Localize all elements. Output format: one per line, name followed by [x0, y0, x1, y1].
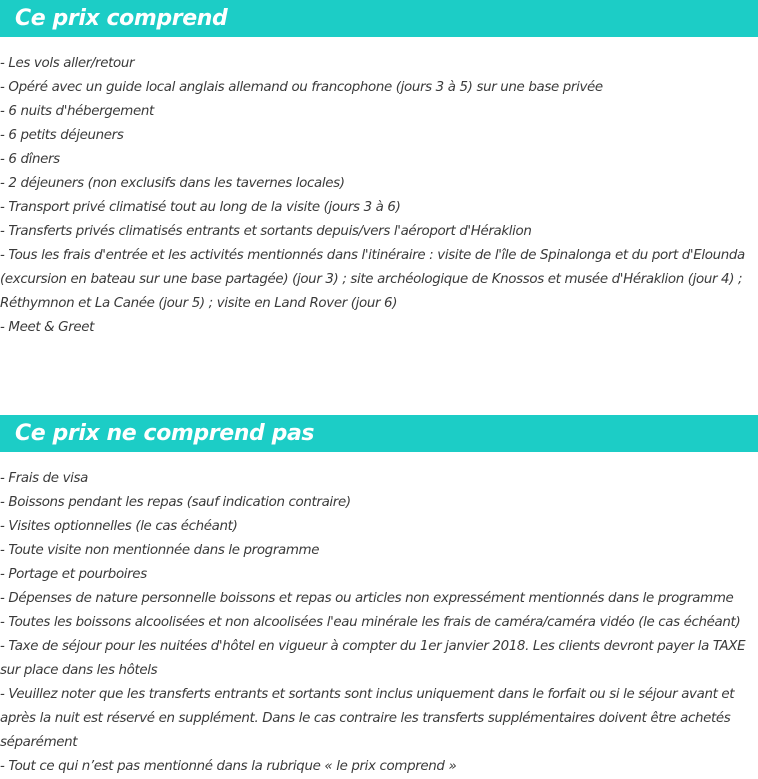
list-item: - 6 dîners: [0, 152, 60, 167]
list-item: - Frais de visa: [0, 471, 89, 486]
list-item: - Transport privé climatisé tout au long de la visite (jours 3 à 6): [0, 200, 401, 215]
list-item: - Meet & Greet: [0, 320, 95, 335]
list-item: - Portage et pourboires: [0, 567, 147, 582]
list-item: - Dépenses de nature personnelle boissons et repas ou articles non expressément mentionnés dans le programme: [0, 591, 734, 606]
list-item: - Tous les frais d'entrée et les activités mentionnés dans l'itinéraire : visite de l'île de Spinalonga et du port d'Elounda (excursion en bateau sur une base partagée) (jour 3) ; site archéologique de Knossos et musée d'Héraklion (jour 4) ; Réthymnon et La Canée (jour 5) ; visite en Land Rover (jour 6): [0, 248, 745, 311]
list-item: - Les vols aller/retour: [0, 56, 135, 71]
excluded-section-header: Ce prix ne comprend pas: [0, 415, 758, 452]
excluded-items-list: [0, 467, 758, 779]
list-item: - Transferts privés climatisés entrants et sortants depuis/vers l'aéroport d'Héraklion: [0, 224, 532, 239]
list-item: - Toutes les boissons alcoolisées et non alcoolisées l'eau minérale les frais de caméra/caméra vidéo (le cas échéant): [0, 615, 741, 630]
list-item: - 6 petits déjeuners: [0, 128, 124, 143]
list-item: - Taxe de séjour pour les nuitées d'hôtel en vigueur à compter du 1er janvier 2018. Les clients devront payer la TAXE sur place dans les hôtels: [0, 639, 746, 678]
list-item: - Opéré avec un guide local anglais allemand ou francophone (jours 3 à 5) sur une base privée: [0, 80, 603, 95]
included-items-list: [0, 52, 758, 340]
list-item: - Visites optionnelles (le cas échéant): [0, 519, 238, 534]
list-item: - Tout ce qui n’est pas mentionné dans la rubrique « le prix comprend »: [0, 759, 457, 774]
list-item: - 2 déjeuners (non exclusifs dans les tavernes locales): [0, 176, 345, 191]
list-item: - Toute visite non mentionnée dans le programme: [0, 543, 320, 558]
included-section-header: Ce prix comprend: [0, 0, 758, 37]
list-item: - 6 nuits d'hébergement: [0, 104, 154, 119]
list-item: - Veuillez noter que les transferts entrants et sortants sont inclus uniquement dans le forfait ou si le séjour avant et après la nuit est réservé en supplément. Dans le cas contraire les transferts supplémentaires doivent être achetés séparément: [0, 687, 735, 750]
list-item: - Boissons pendant les repas (sauf indication contraire): [0, 495, 351, 510]
